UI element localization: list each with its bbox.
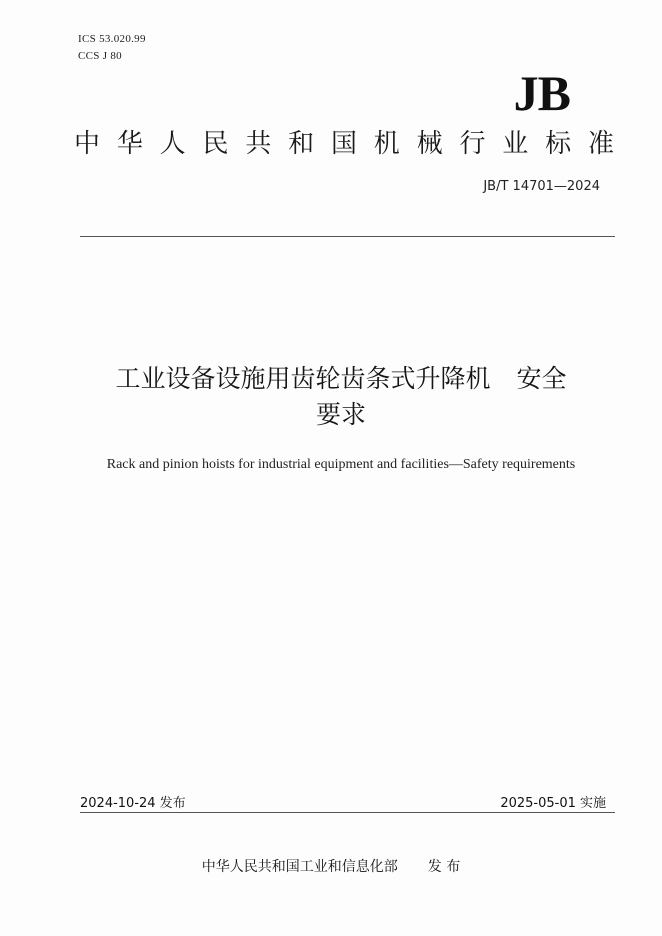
- standard-number: JB/T 14701—2024: [483, 179, 600, 194]
- standard-name-char: 业: [502, 129, 529, 159]
- document-title-chinese: [60, 361, 622, 433]
- document-title-english: Rack and pinion hoists for industrial equipment and facilities—Safety requirements: [106, 457, 576, 472]
- standard-name-char: 和: [288, 129, 315, 159]
- standard-name-char: 机: [373, 129, 400, 159]
- title-cn-part-1: 工业设备设施用齿轮齿条式升降机: [115, 364, 491, 393]
- standard-category-name: [74, 128, 614, 160]
- title-cn-part-2: 安全: [516, 364, 567, 393]
- header-divider: [80, 236, 615, 237]
- publisher-action: 发 布: [427, 859, 461, 875]
- standard-name-char: 人: [159, 129, 186, 159]
- standard-name-char: 国: [330, 129, 357, 159]
- ccs-code: CCS J 80: [78, 50, 122, 62]
- standard-name-char: 共: [245, 129, 272, 159]
- footer-divider: [80, 812, 615, 813]
- standard-name-char: 华: [116, 129, 143, 159]
- publisher: [0, 856, 662, 876]
- ics-code: ICS 53.020.99: [78, 33, 146, 45]
- publisher-name: 中华人民共和国工业和信息化部: [201, 859, 398, 875]
- title-cn-part-3: 要求: [315, 400, 366, 429]
- standard-name-char: 中: [74, 129, 101, 159]
- standard-name-char: 准: [587, 129, 614, 159]
- standard-name-char: 行: [459, 129, 486, 159]
- standard-name-char: 标: [545, 129, 572, 159]
- standard-name-char: 械: [416, 129, 443, 159]
- standard-name-char: 民: [202, 129, 229, 159]
- implementation-date: 2025-05-01 实施: [500, 796, 606, 811]
- jb-logo: JB: [513, 65, 570, 121]
- issue-date: 2024-10-24 发布: [80, 796, 186, 811]
